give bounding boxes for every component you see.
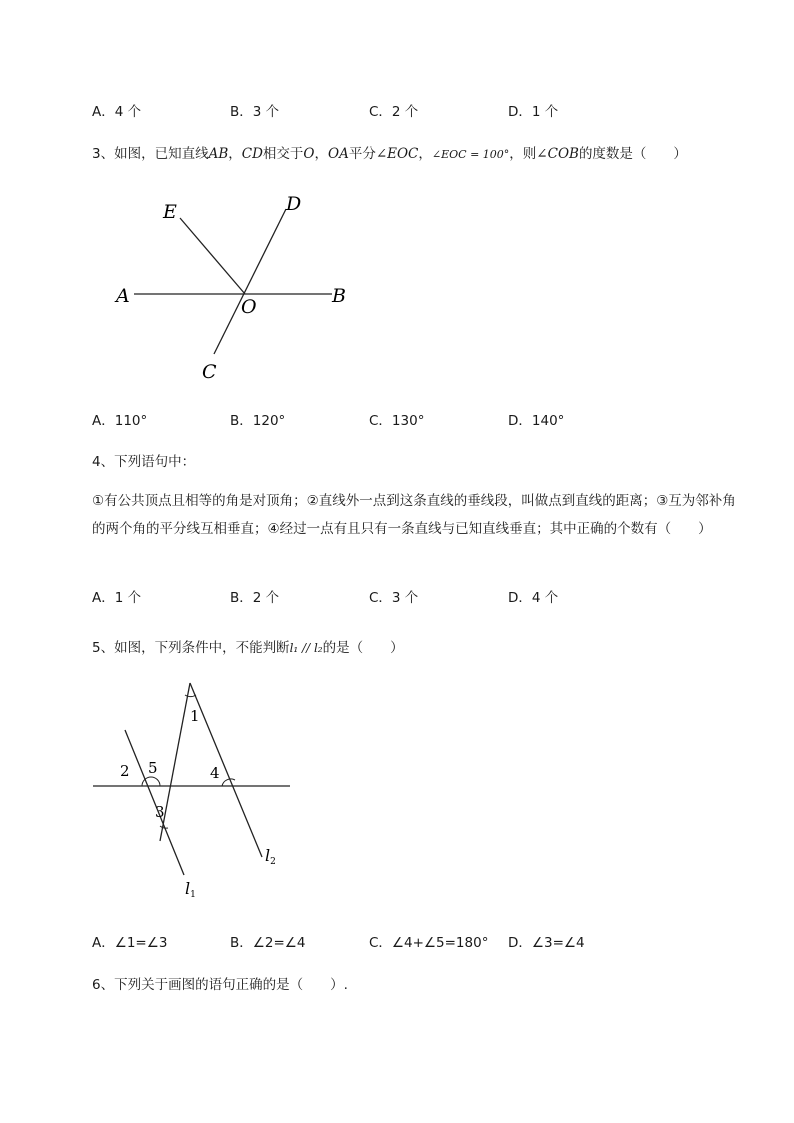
q2-option-b[interactable]: B．3 个 bbox=[230, 104, 280, 120]
q4-option-d[interactable]: D．4 个 bbox=[508, 590, 559, 606]
q3-line-cd-segment bbox=[214, 209, 286, 354]
q4-option-c[interactable]: C．3 个 bbox=[369, 590, 419, 606]
q4-body: ①有公共顶点且相等的角是对顶角；②直线外一点到这条直线的垂线段，叫做点到直线的距离；③互为邻补角的两个角的平分线互相垂直；④经过一点有且只有一条直线与已知直线垂直；其中正确的个数有（ ） bbox=[92, 493, 736, 537]
q5-stem bbox=[92, 636, 404, 656]
q5-label-3: 3 bbox=[155, 803, 165, 821]
q3-stem-text-5: 的度数是（ ） bbox=[578, 146, 687, 162]
q5-figure bbox=[90, 675, 310, 905]
q3-figure bbox=[100, 185, 370, 385]
q3-options bbox=[92, 409, 752, 429]
q5-label-l1: l1 bbox=[185, 879, 196, 900]
q3-comma-3: ， bbox=[418, 146, 432, 162]
q5-option-b[interactable]: B．∠2=∠4 bbox=[230, 935, 306, 951]
q3-comma: ， bbox=[228, 146, 242, 162]
q4-option-a[interactable]: A．1 个 bbox=[92, 590, 142, 606]
q3-line-ab: AB bbox=[208, 146, 229, 162]
q3-option-b[interactable]: B．120° bbox=[230, 413, 286, 429]
q5-label-4: 4 bbox=[210, 764, 220, 782]
q2-option-c[interactable]: C．2 个 bbox=[369, 104, 419, 120]
q3-label-c: C bbox=[202, 361, 217, 383]
q5-option-c[interactable]: C．∠4+∠5=180° bbox=[369, 935, 489, 951]
q3-comma-2: ， bbox=[314, 146, 328, 162]
q5-line-l2 bbox=[190, 683, 262, 857]
q2-option-d[interactable]: D．1 个 bbox=[508, 104, 559, 120]
q3-stem-text-4: ，则 bbox=[509, 146, 537, 162]
q3-option-a[interactable]: A．110° bbox=[92, 413, 148, 429]
q3-point-o: O bbox=[303, 146, 315, 162]
q3-label-b: B bbox=[332, 285, 346, 307]
q3-angle-cob: ∠COB bbox=[536, 146, 579, 162]
q3-stem-text-2: 相交于 bbox=[262, 146, 304, 162]
q5-label-5: 5 bbox=[148, 759, 158, 777]
q3-ray-oe bbox=[180, 218, 245, 294]
q3-ray-oa: OA bbox=[328, 146, 349, 162]
q3-angle-eoc: ∠EOC bbox=[375, 146, 419, 162]
q4-title: 4、下列语句中： bbox=[92, 454, 196, 470]
q5-angle-1-arc bbox=[185, 695, 196, 697]
q5-label-l2: l2 bbox=[265, 846, 276, 867]
q4-options bbox=[92, 586, 752, 606]
q4-option-b[interactable]: B．2 个 bbox=[230, 590, 280, 606]
q2-options bbox=[92, 100, 752, 120]
q5-option-a[interactable]: A．∠1=∠3 bbox=[92, 935, 168, 951]
q5-label-1: 1 bbox=[190, 707, 200, 725]
q5-options bbox=[92, 931, 752, 951]
q5-relation: l₁ // l₂ bbox=[289, 641, 323, 655]
q3-option-d[interactable]: D．140° bbox=[508, 413, 565, 429]
q3-line-cd: CD bbox=[241, 146, 263, 162]
q5-stem-text-1: 5、如图，下列条件中，不能判断 bbox=[92, 640, 290, 656]
q3-stem-text-1: 3、如图，已知直线 bbox=[92, 146, 209, 162]
q3-stem bbox=[92, 142, 687, 162]
q3-label-d: D bbox=[286, 193, 302, 215]
q5-label-2: 2 bbox=[120, 762, 130, 780]
q5-option-d[interactable]: D．∠3=∠4 bbox=[508, 935, 585, 951]
q5-stem-text-2: 的是（ ） bbox=[322, 640, 404, 656]
q3-label-e: E bbox=[163, 201, 177, 223]
q5-angle-4-arc bbox=[222, 779, 235, 786]
q3-stem-text-3: 平分 bbox=[348, 146, 376, 162]
q3-label-o: O bbox=[241, 296, 257, 318]
q3-given: ∠EOC = 100° bbox=[431, 148, 510, 161]
q2-option-a[interactable]: A．4 个 bbox=[92, 104, 142, 120]
q3-label-a: A bbox=[116, 285, 130, 307]
q3-option-c[interactable]: C．130° bbox=[369, 413, 425, 429]
q6-stem: 6、下列关于画图的语句正确的是（ ）. bbox=[92, 977, 348, 993]
